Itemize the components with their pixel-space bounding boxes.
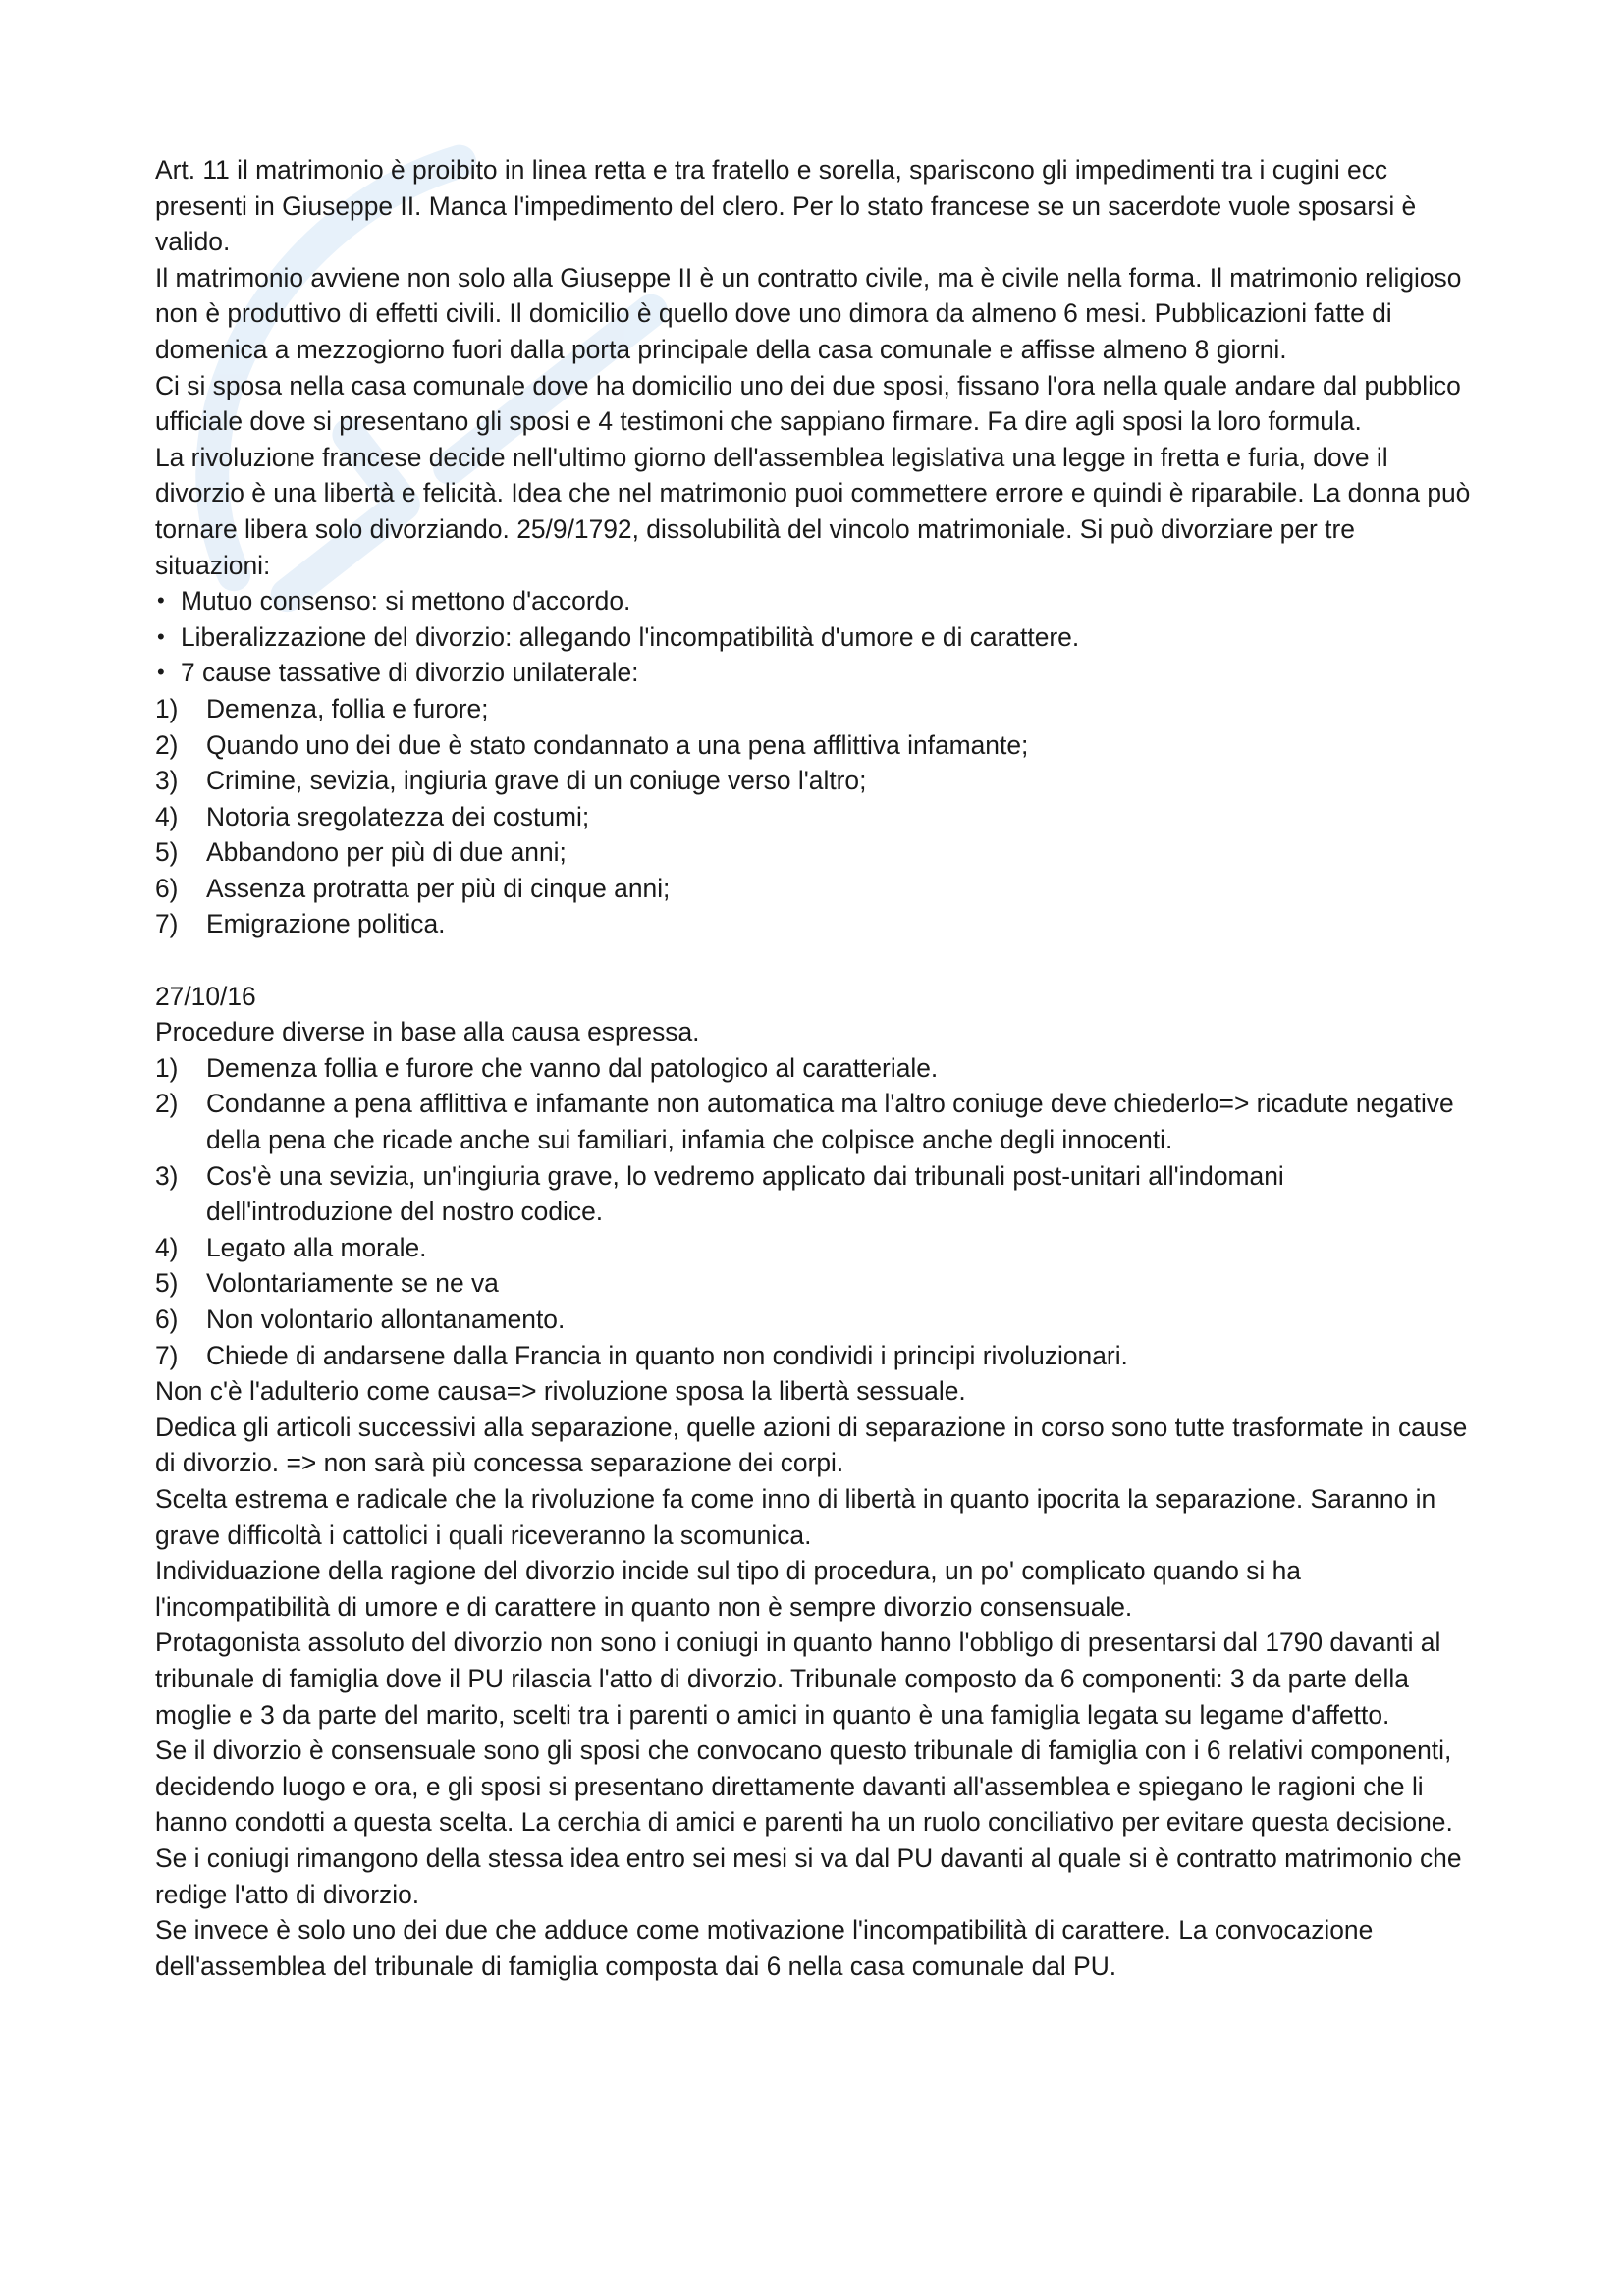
numbered-item: [155, 763, 1476, 799]
numbered-item: [155, 1265, 1476, 1302]
bullet-icon: •: [157, 660, 165, 685]
bullet-icon: •: [157, 623, 165, 649]
item-text: Volontariamente se ne va: [206, 1268, 499, 1299]
divorce-causes-list: [155, 691, 1476, 942]
procedures-intro: Procedure diverse in base alla causa espressa.: [155, 1017, 700, 1047]
paragraph: Se il divorzio è consensuale sono gli sposi che convocano questo tribunale di famiglia con i 6 relativi componenti, decidendo luogo e ora, e gli sposi si presentano direttamente davanti all'assemblea e spiegano le ragioni che li hanno condotti a questa scelta. La cerchia di amici e parenti ha un ruolo conciliativo per evitare questa decisione. Se i coniugi rimangono della stessa idea entro sei mesi si va dal PU davanti al quale si è contratto matrimonio che redige l'atto di divorzio.: [155, 1735, 1462, 1909]
bullet-item: [155, 655, 1476, 691]
item-text: Assenza protratta per più di cinque anni;: [206, 873, 671, 903]
paragraph: Se invece è solo uno dei due che adduce come motivazione l'incompatibilità di carattere. La convocazione dell'assemblea del tribunale di famiglia composta dai 6 nella casa comunale dal PU.: [155, 1915, 1374, 1981]
item-text: Cos'è una sevizia, un'ingiuria grave, lo vedremo applicato dai tribunali post-unitari all'indomani dell'introduzione del nostro codice.: [206, 1160, 1284, 1227]
item-number: 1): [155, 693, 179, 723]
numbered-item: [155, 799, 1476, 835]
paragraph: Scelta estrema e radicale che la rivoluzione fa come inno di libertà in quanto ipocrita la separazione. Saranno in grave difficoltà i cattolici i quali riceveranno la scomunica.: [155, 1483, 1436, 1550]
bullet-item: [155, 619, 1476, 656]
intro-section: [155, 152, 1476, 583]
paragraph: Dedica gli articoli successivi alla separazione, quelle azioni di separazione in corso sono tutte trasformate in cause di divorzio. => non sarà più concessa separazione dei corpi.: [155, 1412, 1468, 1478]
item-text: Demenza, follia e furore;: [206, 693, 489, 723]
item-text: Emigrazione politica.: [206, 909, 446, 939]
paragraph: Non c'è l'adulterio come causa=> rivoluzione sposa la libertà sessuale.: [155, 1376, 966, 1407]
paragraph: La rivoluzione francese decide nell'ultimo giorno dell'assemblea legislativa una legge in fretta e furia, dove il divorzio è una libertà e felicità. Idea che nel matrimonio puoi commettere errore e quindi è riparabile. La donna può tornare libera solo divorziando. 25/9/1792, dissolubilità del vincolo matrimoniale. Si può divorziare per tre situazioni:: [155, 442, 1471, 580]
closing-section: [155, 1373, 1476, 1984]
item-number: 3): [155, 1160, 179, 1191]
item-number: 6): [155, 1305, 179, 1334]
paragraph: Art. 11 il matrimonio è proibito in linea retta e tra fratello e sorella, spariscono gli impedimenti tra i cugini ecc presenti in Giuseppe II. Manca l'impedimento del clero. Per lo stato francese se un sacerdote vuole sposarsi è valido.: [155, 155, 1417, 257]
paragraph: Protagonista assoluto del divorzio non sono i coniugi in quanto hanno l'obbligo di presentarsi dal 1790 davanti al tribunale di famiglia dove il PU rilascia l'atto di divorzio. Tribunale composto da 6 componenti: 3 da parte della moglie e 3 da parte del marito, scelti tra i parenti o amici in quanto è una famiglia legata su legame d'affetto.: [155, 1628, 1441, 1730]
item-text: Demenza follia e furore che vanno dal patologico al caratteriale.: [206, 1052, 939, 1083]
item-text: Abbandono per più di due anni;: [206, 837, 567, 868]
item-text: Condanne a pena afflittiva e infamante non automatica ma l'altro coniuge deve chiederlo=> ricadute negative della pena che ricade anche sui familiari, infamia che colpisce anche degli innocenti.: [206, 1089, 1454, 1155]
document-page: [155, 152, 1476, 1984]
paragraph: Individuazione della ragione del divorzio incide sul tipo di procedura, un po' complicato quando si ha l'incompatibilità di umore e di carattere in quanto non è sempre divorzio consensuale.: [155, 1556, 1301, 1622]
numbered-item: [155, 906, 1476, 942]
divorce-situations-list: [155, 583, 1476, 691]
numbered-item: [155, 727, 1476, 764]
section-gap: [155, 942, 1476, 979]
bullet-text: Liberalizzazione del divorzio: allegando l'incompatibilità d'umore e di carattere.: [181, 621, 1080, 652]
item-number: 5): [155, 1268, 179, 1299]
item-text: Non volontario allontanamento.: [206, 1305, 566, 1334]
item-text: Notoria sregolatezza dei costumi;: [206, 801, 590, 831]
bullet-item: [155, 583, 1476, 619]
numbered-item: [155, 834, 1476, 871]
numbered-item: [155, 1158, 1476, 1230]
numbered-item: [155, 1338, 1476, 1374]
item-number: 5): [155, 837, 179, 868]
paragraph: Ci si sposa nella casa comunale dove ha domicilio uno dei due sposi, fissano l'ora nella quale andare dal pubblico ufficiale dove si presentano gli sposi e 4 testimoni che sappiano firmare. Fa dire agli sposi la loro formula.: [155, 370, 1461, 437]
numbered-item: [155, 1230, 1476, 1266]
numbered-item: [155, 1302, 1476, 1338]
item-text: Quando uno dei due è stato condannato a una pena afflittiva infamante;: [206, 729, 1029, 760]
paragraph: Il matrimonio avviene non solo alla Giuseppe II è un contratto civile, ma è civile nella forma. Il matrimonio religioso non è produttivo di effetti civili. Il domicilio è quello dove uno dimora da almeno 6 mesi. Pubblicazioni fatte di domenica a mezzogiorno fuori dalla porta principale della casa comunale e affisse almeno 8 giorni.: [155, 262, 1462, 364]
numbered-item: [155, 1086, 1476, 1157]
procedures-list: [155, 1050, 1476, 1373]
item-text: Legato alla morale.: [206, 1232, 427, 1262]
item-number: 1): [155, 1052, 179, 1083]
bullet-text: Mutuo consenso: si mettono d'accordo.: [181, 586, 631, 616]
item-text: Chiede di andarsene dalla Francia in quanto non condividi i principi rivoluzionari.: [206, 1340, 1128, 1370]
numbered-item: [155, 691, 1476, 727]
item-number: 3): [155, 766, 179, 796]
item-number: 2): [155, 1089, 179, 1119]
lecture-date: 27/10/16: [155, 981, 256, 1011]
numbered-item: [155, 1050, 1476, 1087]
item-number: 4): [155, 801, 179, 831]
bullet-icon: •: [157, 588, 165, 614]
bullet-text: 7 cause tassative di divorzio unilaterale:: [181, 658, 639, 688]
item-number: 7): [155, 1340, 179, 1370]
item-number: 2): [155, 729, 179, 760]
item-number: 7): [155, 909, 179, 939]
numbered-item: [155, 871, 1476, 907]
item-text: Crimine, sevizia, ingiuria grave di un coniuge verso l'altro;: [206, 766, 867, 796]
item-number: 4): [155, 1232, 179, 1262]
item-number: 6): [155, 873, 179, 903]
